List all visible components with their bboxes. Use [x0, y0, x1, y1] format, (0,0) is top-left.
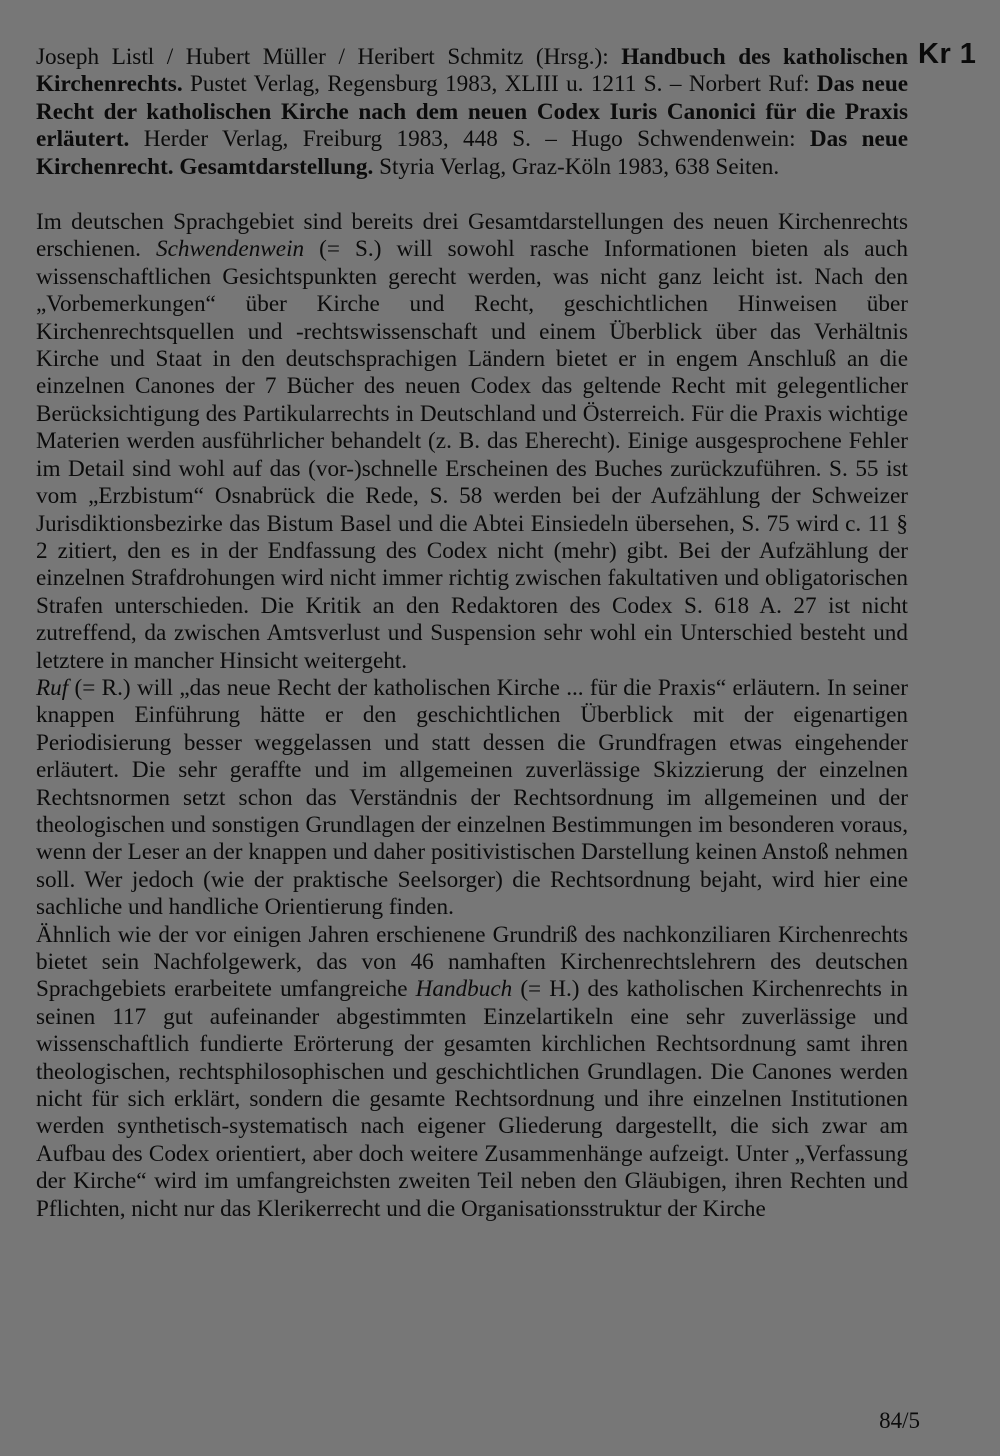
reference-title: Das neue Recht der katholischen Kirche nach dem neuen Codex Iuris Canonici für die Praxis erläutert.: [36, 71, 909, 153]
reference-title: Handbuch des katholischen Kirchenrechts.: [36, 44, 908, 98]
italic-term: Handbuch: [415, 976, 513, 1003]
reference-publisher: Pustet Verlag, Regensburg 1983, XLIII u. 1211 S.: [190, 71, 663, 98]
review-body: [36, 209, 908, 1223]
reference-authors: Hugo Schwendenwein:: [571, 126, 796, 153]
body-paragraph: [36, 675, 908, 922]
reference-separator: –: [669, 71, 682, 98]
body-paragraph: [36, 922, 908, 1223]
page-number: 84/5: [879, 1408, 920, 1433]
reference-publisher: Styria Verlag, Graz-Köln 1983, 638 Seiten.: [379, 153, 780, 180]
section-label: Kr 1: [918, 38, 977, 70]
paragraph-text: Im deutschen Sprachgebiet sind bereits drei Gesamtdarstellungen des neuen Kirchenrechts erschienen.: [36, 209, 908, 263]
bibliographic-references: [36, 44, 908, 181]
reference-publisher: Herder Verlag, Freiburg 1983, 448 S.: [143, 126, 531, 153]
reference-separator: –: [545, 126, 557, 153]
reference-authors: Norbert Ruf:: [688, 71, 810, 98]
paragraph-text: (= S.) will sowohl rasche Informationen bieten als auch wissenschaftlichen Gesichtspunkten gerecht werden, was nicht ganz leicht ist. Nach den „Vorbemerkungen“ über Kirche und Recht, geschichtlichen Hinweisen über Kirchenrechtsquellen und -rechtswissenschaft und einem Überblick über das Verhältnis Kirche und Staat in den deutschsprachigen Ländern bietet er in engem Anschluß an die einzelnen Canones der 7 Bücher des neuen Codex das geltende Recht mit gelegentlicher Berücksichtigung des Partikularrechts in Deutschland und Österreich. Für die Praxis wichtige Materien werden ausführlicher behandelt (z. B. das Eherecht). Einige ausgesprochene Fehler im Detail sind wohl auf das (vor-)schnelle Erscheinen des Buches zurückzuführen. S. 55 ist vom „Erzbistum“ Osnabrück die Rede, S. 58 werden bei der Aufzählung der Schweizer Jurisdiktionsbezirke das Bistum Basel und die Abtei Einsiedeln übersehen, S. 75 wird c. 11 § 2 zitiert, den es in der Endfassung des Codex nicht (mehr) gibt. Bei der Aufzählung der einzelnen Strafdrohungen wird nicht immer richtig zwischen fakultativen und obligatorischen Strafen unterschieden. Die Kritik an den Redaktoren des Codex S. 618 A. 27 ist nicht zutreffend, da zwischen Amtsverlust und Suspension sehr wohl ein Unterschied besteht und letztere in mancher Hinsicht weitergeht.: [36, 236, 908, 674]
body-paragraph: [36, 209, 908, 675]
paragraph-text: (= R.) will „das neue Recht der katholischen Kirche ... für die Praxis“ erläutern. In seiner knappen Einführung hätte er den geschichtlichen Überblick mit der eigenartigen Periodisierung besser weggelassen und statt dessen die Grundfragen etwas eingehender erläutert. Die sehr geraffte und im allgemeinen zuverlässige Skizzierung der einzelnen Rechtsnormen setzt schon das Verständnis der Rechtsordnung im allgemeinen und der theologischen und sonstigen Grundlagen der einzelnen Bestimmungen im besonderen voraus, wenn der Leser an der knappen und daher positivistischen Darstellung keinen Anstoß nehmen soll. Wer jedoch (wie der praktische Seelsorger) die Rechtsordnung bejaht, wird hier eine sachliche und handliche Orientierung finden.: [36, 674, 908, 921]
reference-title: Das neue Kirchenrecht. Gesamtdarstellung.: [36, 126, 909, 180]
italic-term: Ruf: [36, 674, 69, 701]
reference-authors: Joseph Listl / Hubert Müller / Heribert Schmitz (Hrsg.):: [36, 44, 609, 70]
italic-term: Schwendenwein: [156, 236, 305, 263]
paragraph-text: Ähnlich wie der vor einigen Jahren erschienene Grundriß des nachkonziliaren Kirchenrechts bietet sein Nachfolgewerk, das von 46 namhaften Kirchenrechtslehrern des deutschen Sprachgebiets erarbeitete umfangreiche: [36, 921, 908, 1003]
text-column: [36, 44, 908, 1223]
paragraph-text: (= H.) des katholischen Kirchenrechts in seinen 117 gut aufeinander abgestimmten Einzelartikeln eine sehr zuverlässige und wissenschaftlich fundierte Erörterung der gesamten kirchlichen Rechtsordnung samt ihren theologischen, rechtsphilosophischen und geschichtlichen Grundlagen. Die Canones werden nicht für sich erklärt, sondern die gesamte Rechtsordnung und ihre einzelnen Institutionen werden synthetisch-systematisch nach eigener Gliederung dargestellt, die sich zwar am Aufbau des Codex orientiert, aber doch weitere Zusammenhänge aufzeigt. Unter „Verfassung der Kirche“ wird im umfangreichsten zweiten Teil neben den Gläubigen, ihren Rechten und Pflichten, nicht nur das Klerikerrecht und die Organisationsstruktur der Kirche: [36, 976, 909, 1222]
